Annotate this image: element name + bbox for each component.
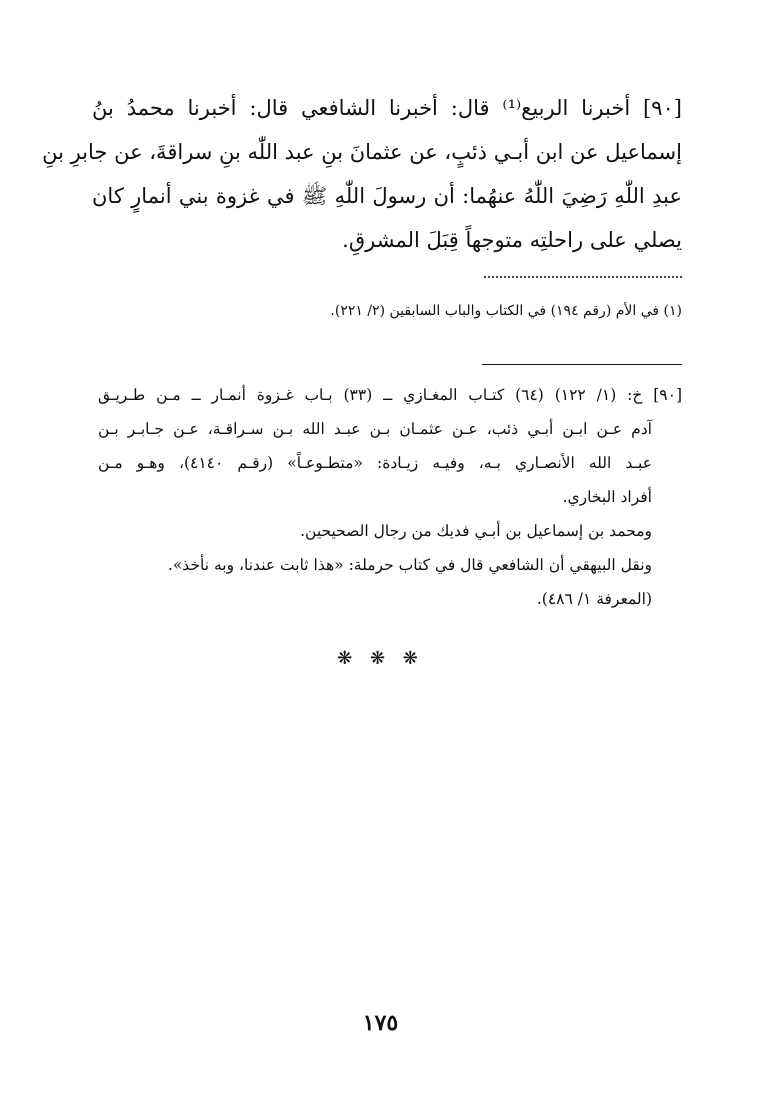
commentary-line-1: [٩٠] خ: (١/ ١٢٢) (٦٤) كتـاب المغـازي ــ (٣٣) بـاب غـزوة أنمـار ــ مـن طـريـق	[98, 386, 682, 404]
hadith-main-text	[42, 86, 682, 262]
hadith-line-2: إسماعيل عن ابن أبـي ذئبٍ، عن عثمانَ بنِ عبد اللّٰه بنِ سراقةَ، عن جابرِ بنِ	[42, 140, 682, 164]
commentary-line-4: أفراد البخاري.	[562, 488, 652, 506]
footnote-dotted-divider	[484, 276, 682, 290]
hadith-line-4: يصلي على راحلتِه متوجهاً قِبَلَ المشرقِ.	[342, 228, 682, 252]
page-number: ١٧٥	[362, 1010, 399, 1036]
takhrij-commentary	[98, 378, 682, 616]
hadith-line-1: [٩٠] أخبرنا الربيع⁽¹⁾ قال: أخبرنا الشافعي قال: أخبرنا محمدُ بنُ	[92, 96, 682, 120]
commentary-paragraph-3-line-1: ونقل البيهقي أن الشافعي قال في كتاب حرملة: «هذا ثابت عندنا، وبه نأخذ».	[167, 556, 652, 574]
commentary-line-3: عبـد الله الأنصـاري بـه، وفيـه زيـادة: «متطـوعـاً» (رقـم ٤١٤٠)، وهـو مـن	[98, 454, 652, 472]
commentary-line-2: آدم عـن ابـن أبـي ذئب، عـن عثمـان بـن عبـد الله بـن سـراقـة، عـن جـابـر بـن	[98, 420, 652, 438]
commentary-divider-rule	[482, 364, 682, 365]
hadith-line-3: عبدِ اللّٰهِ رَضِيَ اللّٰهُ عنهُما: أن رسولَ اللّٰهِ ﷺ في غزوة بني أنمارٍ كان	[92, 184, 682, 208]
commentary-paragraph-2: ومحمد بن إسماعيل بن أبـي فديك من رجال الصحيحين.	[300, 522, 652, 540]
footnote-1: (١) في الأم (رقم ١٩٤) في الكتاب والباب السابقين (٢/ ٢٢١).	[330, 303, 682, 319]
section-separator-stars: ❋ ❋ ❋	[337, 648, 424, 669]
commentary-paragraph-3-line-2: (المعرفة ١/ ٤٨٦).	[536, 590, 652, 608]
